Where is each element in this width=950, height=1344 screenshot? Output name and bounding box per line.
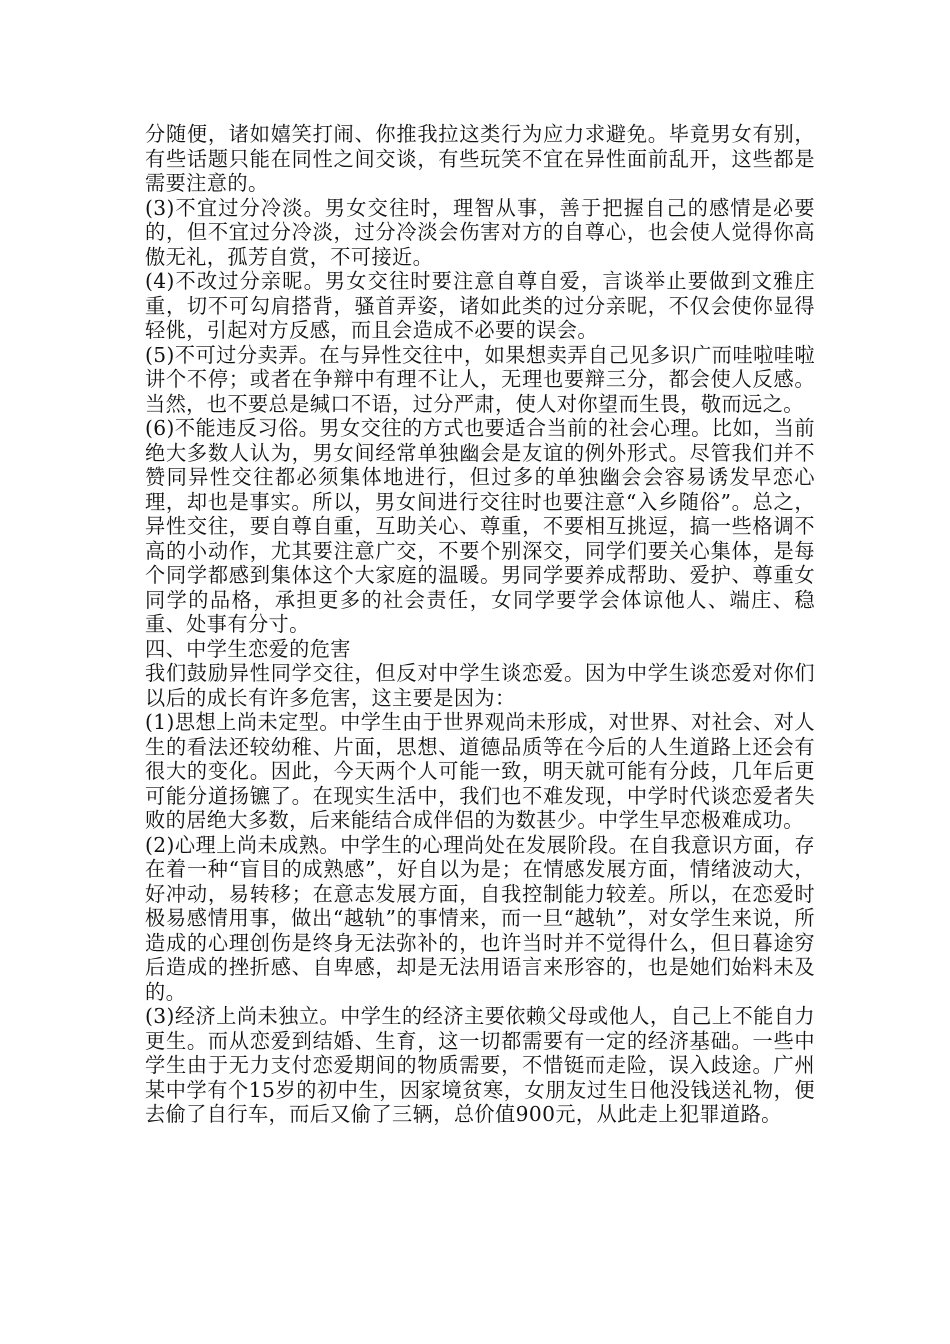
paragraph-continuation: 分随便，诸如嬉笑打闹、你推我拉这类行为应力求避免。毕竟男女有别，有些话题只能在同性之间交谈，有些玩笑不宜在异性面前乱开，这些都是需要注意的。 [145, 122, 815, 195]
paragraph-harm-1-thought: (1)思想上尚未定型。中学生由于世界观尚未形成，对世界、对社会、对人生的看法还较幼稚、片面，思想、道德品质等在今后的人生道路上还会有很大的变化。因此，今天两个人可能一致，明天就可能有分歧，几年后更可能分道扬镳了。在现实生活中，我们也不难发现，中学时代谈恋爱者失败的居绝大多数，后来能结合成伴侣的为数甚少。中学生早恋极难成功。 [145, 710, 815, 832]
document-page [145, 122, 815, 1127]
paragraph-point-4-not-too-intimate: (4)不改过分亲昵。男女交往时要注意自尊自爱，言谈举止要做到文雅庄重，切不可勾肩搭背，骚首弄姿，诸如此类的过分亲昵，不仅会使你显得轻佻，引起对方反感，而且会造成不必要的误会。 [145, 269, 815, 342]
section-heading-four: 四、中学生恋爱的危害 [145, 636, 351, 661]
paragraph-harm-3-economy: (3)经济上尚未独立。中学生的经济主要依赖父母或他人，自己上不能自力更生。而从恋爱到结婚、生育，这一切都需要有一定的经济基础。一些中学生由于无力支付恋爱期间的物质需要，不惜铤而走险，误入歧途。广州某中学有个15岁的初中生，因家境贫寒，女朋友过生日他没钱送礼物，便去偷了自行车，而后又偷了三辆，总价值900元，从此走上犯罪道路。 [145, 1004, 815, 1126]
paragraph-point-5-not-show-off: (5)不可过分卖弄。在与异性交往中，如果想卖弄自己见多识广而哇啦哇啦讲个不停；或者在争辩中有理不让人，无理也要辩三分，都会使人反感。当然，也不要总是缄口不语，过分严肃，使人对你望而生畏，敬而远之。 [145, 342, 815, 416]
paragraph-harm-2-psychology: (2)心理上尚未成熟。中学生的心理尚处在发展阶段。在自我意识方面，存在着一种“盲目的成熟感”，好自以为是；在情感发展方面，情绪波动大，好冲动，易转移；在意志发展方面，自我控制能力较差。所以，在恋爱时极易感情用事，做出“越轨”的事情来，而一旦“越轨”，对女学生来说，所造成的心理创伤是终身无法弥补的，也许当时并不觉得什么，但日暮途穷后造成的挫折感、自卑感，却是无法用语言来形容的，也是她们始料未及的。 [145, 832, 815, 1004]
paragraph-point-3-not-too-cold: (3)不宜过分冷淡。男女交往时，理智从事，善于把握自己的感情是必要的，但不宜过分冷淡，过分冷淡会伤害对方的自尊心，也会使人觉得你高傲无礼，孤芳自赏，不可接近。 [145, 195, 815, 269]
paragraph-point-6-customs: (6)不能违反习俗。男女交往的方式也要适合当前的社会心理。比如，当前绝大多数人认为，男女间经常单独幽会是友谊的例外形式。尽管我们并不赞同异性交往都必须集体地进行，但过多的单独幽会会容易诱发早恋心理，却也是事实。所以，男女间进行交往时也要注意“入乡随俗”。总之，异性交往，要自尊自重，互助关心、尊重，不要相互挑逗，搞一些格调不高的小动作，尤其要注意广交，不要个别深交，同学们要关心集体，是每个同学都感到集体这个大家庭的温暖。男同学要养成帮助、爱护、尊重女同学的品格，承担更多的社会责任，女同学要学会体谅他人、端庄、稳重、处事有分寸。 [145, 416, 815, 636]
paragraph-section-intro: 我们鼓励异性同学交往，但反对中学生谈恋爱。因为中学生谈恋爱对你们以后的成长有许多危害，这主要是因为： [145, 661, 815, 710]
